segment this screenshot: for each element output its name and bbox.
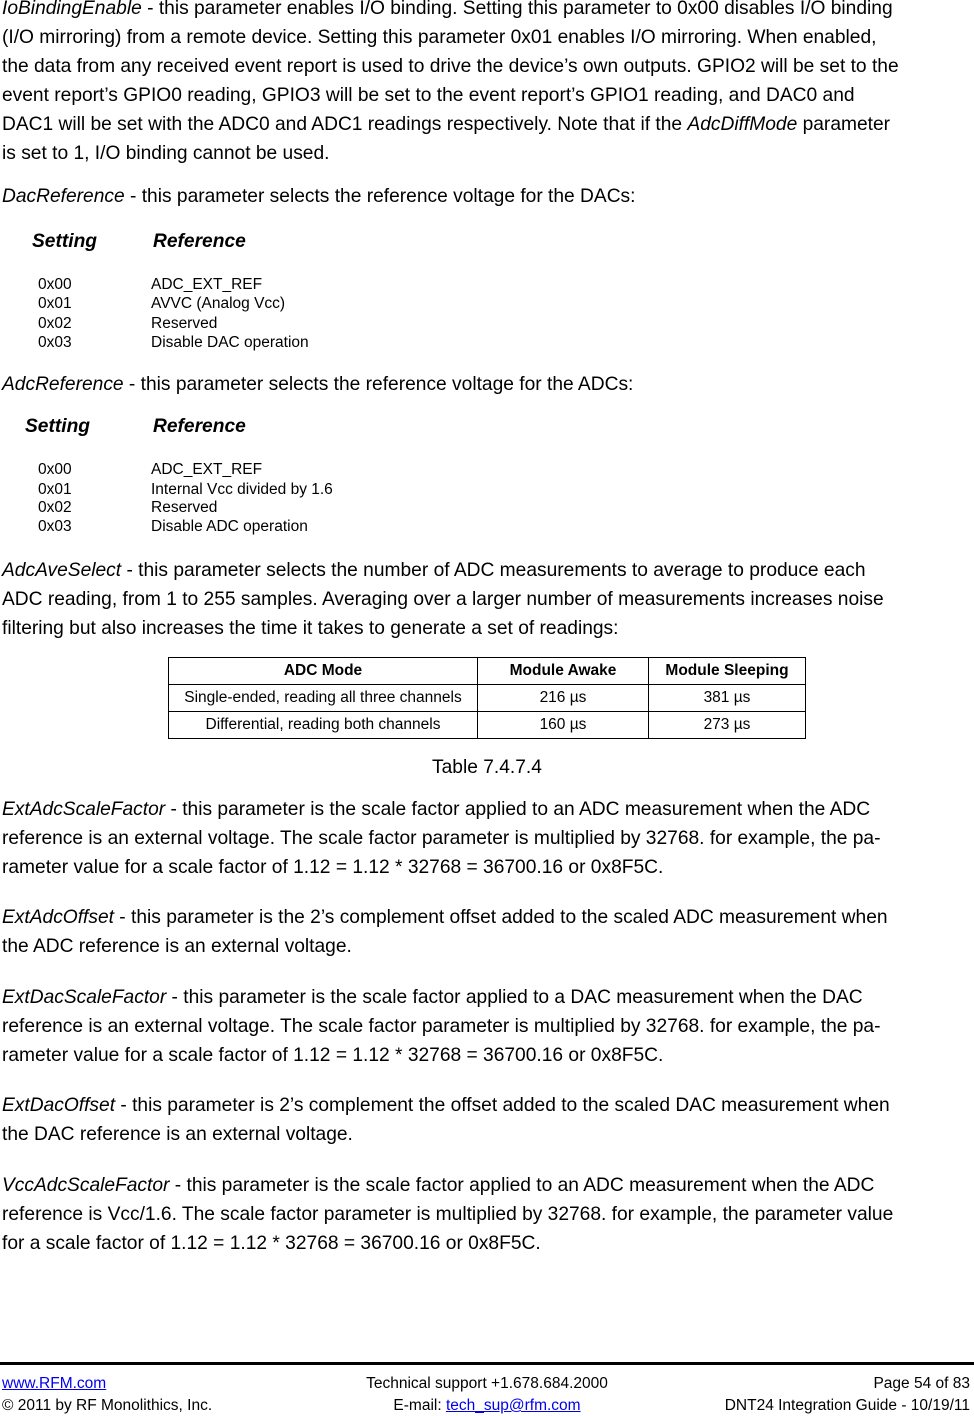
table-cell: 160 µs: [478, 712, 649, 739]
table-caption: Table 7.4.7.4: [432, 757, 542, 778]
ext-adc-scale-factor-paragraph: ExtAdcScaleFactor - this parameter is the scale factor applied to an ADC measurement when the ADC reference is an external voltage. The scale factor parameter is multiplied by 32768. for example, the pa- rameter value for a scale factor of 1.12 = 1.12 * 32768 = 36700.16 or 0x8F5C.: [2, 799, 881, 878]
ext-dac-scale-factor-term: ExtDacScaleFactor: [2, 987, 167, 1008]
vcc-adc-scale-factor-term: VccAdcScaleFactor: [2, 1175, 170, 1196]
dac-reference-header: Reference: [153, 231, 246, 252]
table-cell: 216 µs: [478, 685, 649, 712]
table-cell: Differential, reading both channels: [169, 712, 478, 739]
dac-reference-paragraph: DacReference - this parameter selects the reference voltage for the DACs:: [2, 186, 636, 207]
adc-reference-paragraph: AdcReference - this parameter selects the reference voltage for the ADCs:: [2, 374, 634, 395]
document-page: IoBindingEnable - this parameter enables I/O binding. Setting this parameter to 0x00 disables I/O binding (I/O mirroring) from a remote device. Setting this parameter 0x01 enables I/O mirroring. When enabled, the data from any received event report is used to drive the device’s own outputs. GPIO2 will be set to the event report’s GPIO0 reading, GPIO3 will be set to the event report’s GPIO1 reading, and DAC0 and DAC1 will be set with the ADC0 and ADC1 readings respectively. Note that if the AdcDiffMode parameter is set to 1, I/O binding cannot be used. DacReference - this parameter selects the reference voltage for the DACs: Setting Reference 0x00 ADC_EXT_REF 0x01 AVVC (Analog Vcc) 0x02 Reserved 0x03 Disable DAC operation AdcReference - this parameter selects the reference voltage for the ADCs: Setting Reference 0x00 ADC_EXT_REF 0x01 Internal Vcc divided by 1.6 0x02 Reserved 0x03 Disable ADC operation AdcAveSelect - this parameter selects the number of ADC measurements to average to produce each ADC reading, from 1 to 255 samples. Averaging over a larger number of measurements increases noise filtering but also increases the time it takes to generate a set of readings: ADC Mode Module Awake Module Sleeping Single-ended, reading all three channels 216 µs 381 µs Differential, reading both channels 160 µs 273 µs Table 7.4.7.4 ExtAdcScaleFactor - this parameter is the scale factor applied to an ADC measurement when the ADC reference is an external voltage. The scale factor parameter is multiplied by 32768. for example, the pa- rameter value for a scale factor of 1.12 = 1.12 * 32768 = 36700.16 or 0x8F5C. ExtAdcOffset - this parameter is the 2’s complement offset added to the scaled ADC measurement when the ADC reference is an external voltage. ExtDacScaleFactor - this parameter is the scale factor applied to a DAC measurement when the DAC reference is an external voltage. The scale factor parameter is multiplied by 32768. for example, the pa- rameter value for a scale factor of 1.12 = 1.12 * 32768 = 36700.16 or 0x8F5C. ExtDacOffset - this parameter is 2’s complement the offset added to the scaled DAC measurement when the DAC reference is an external voltage. VccAdcScaleFactor - this parameter is the scale factor applied to an ADC measurement when the ADC reference is Vcc/1.6. The scale factor parameter is multiplied by 32768. for example, the parameter value for a scale factor of 1.12 = 1.12 * 32768 = 36700.16 or 0x8F5C. www.RFM.com © 2011 by RF Monolithics, Inc. Technical support +1.678.684.2000 E-mail: tech_sup@rfm.com Page 54 of 83 DNT24 Integration Guide - 10/19/11: [0, 0, 974, 1416]
table-cell: 381 µs: [649, 685, 806, 712]
table-header-cell: Module Sleeping: [649, 658, 806, 685]
email-link[interactable]: tech_sup@rfm.com: [445, 1397, 581, 1414]
table-header-row: [169, 658, 806, 685]
adc-ave-select-paragraph: AdcAveSelect - this parameter selects the number of ADC measurements to average to produce each ADC reading, from 1 to 255 samples. Averaging over a larger number of measurements increases noise filtering but also increases the time it takes to generate a set of readings:: [2, 560, 884, 639]
table-row: [169, 685, 806, 712]
support-email: E-mail: tech_sup@rfm.com: [393, 1397, 581, 1414]
support-phone: Technical support +1.678.684.2000: [366, 1375, 608, 1392]
adc-ave-select-term: AdcAveSelect: [2, 560, 122, 581]
ext-dac-offset-term: ExtDacOffset: [2, 1095, 116, 1116]
website-link[interactable]: www.RFM.com: [2, 1375, 107, 1392]
adc-timing-table: [168, 657, 806, 739]
page-number: Page 54 of 83: [873, 1375, 970, 1392]
adc-diff-mode-term: AdcDiffMode: [687, 114, 798, 135]
adc-reference-term: AdcReference: [2, 374, 124, 395]
io-binding-term: IoBindingEnable: [2, 0, 142, 19]
ext-adc-offset-paragraph: ExtAdcOffset - this parameter is the 2’s complement offset added to the scaled ADC measurement when the ADC reference is an external voltage.: [2, 907, 888, 957]
table-header-cell: ADC Mode: [169, 658, 478, 685]
dac-setting-header: Setting: [32, 231, 98, 252]
dac-reference-term: DacReference: [2, 186, 125, 207]
ext-dac-scale-factor-paragraph: ExtDacScaleFactor - this parameter is the scale factor applied to a DAC measurement when the DAC reference is an external voltage. The scale factor parameter is multiplied by 32768. for example, the pa- rameter value for a scale factor of 1.12 = 1.12 * 32768 = 36700.16 or 0x8F5C.: [2, 987, 881, 1066]
ext-dac-offset-paragraph: ExtDacOffset - this parameter is 2’s complement the offset added to the scaled DAC measurement when the DAC reference is an external voltage.: [2, 1095, 890, 1145]
table-cell: 273 µs: [649, 712, 806, 739]
adc-setting-header: Setting: [25, 416, 91, 437]
io-binding-paragraph: IoBindingEnable - this parameter enables I/O binding. Setting this parameter to 0x00 disables I/O binding (I/O mirroring) from a remote device. Setting this parameter 0x01 enables I/O mirroring. When enabled, the data from any received event report is used to drive the device’s own outputs. GPIO2 will be set to the event report’s GPIO0 reading, GPIO3 will be set to the event report’s GPIO1 reading, and DAC0 and DAC1 will be set with the ADC0 and ADC1 readings respectively. Note that if the AdcDiffMode parameter is set to 1, I/O binding cannot be used.: [2, 0, 899, 164]
vcc-adc-scale-factor-paragraph: VccAdcScaleFactor - this parameter is the scale factor applied to an ADC measurement when the ADC reference is Vcc/1.6. The scale factor parameter is multiplied by 32768. for example, the parameter value for a scale factor of 1.12 = 1.12 * 32768 = 36700.16 or 0x8F5C.: [2, 1175, 894, 1254]
ext-adc-offset-term: ExtAdcOffset: [2, 907, 114, 928]
table-cell: Single-ended, reading all three channels: [169, 685, 478, 712]
ext-adc-scale-factor-term: ExtAdcScaleFactor: [2, 799, 166, 820]
table-header-cell: Module Awake: [478, 658, 649, 685]
guide-title: DNT24 Integration Guide - 10/19/11: [724, 1397, 970, 1414]
table-row: [169, 712, 806, 739]
footer-divider: [0, 1362, 974, 1365]
copyright-text: © 2011 by RF Monolithics, Inc.: [2, 1397, 213, 1414]
adc-reference-header: Reference: [153, 416, 246, 437]
